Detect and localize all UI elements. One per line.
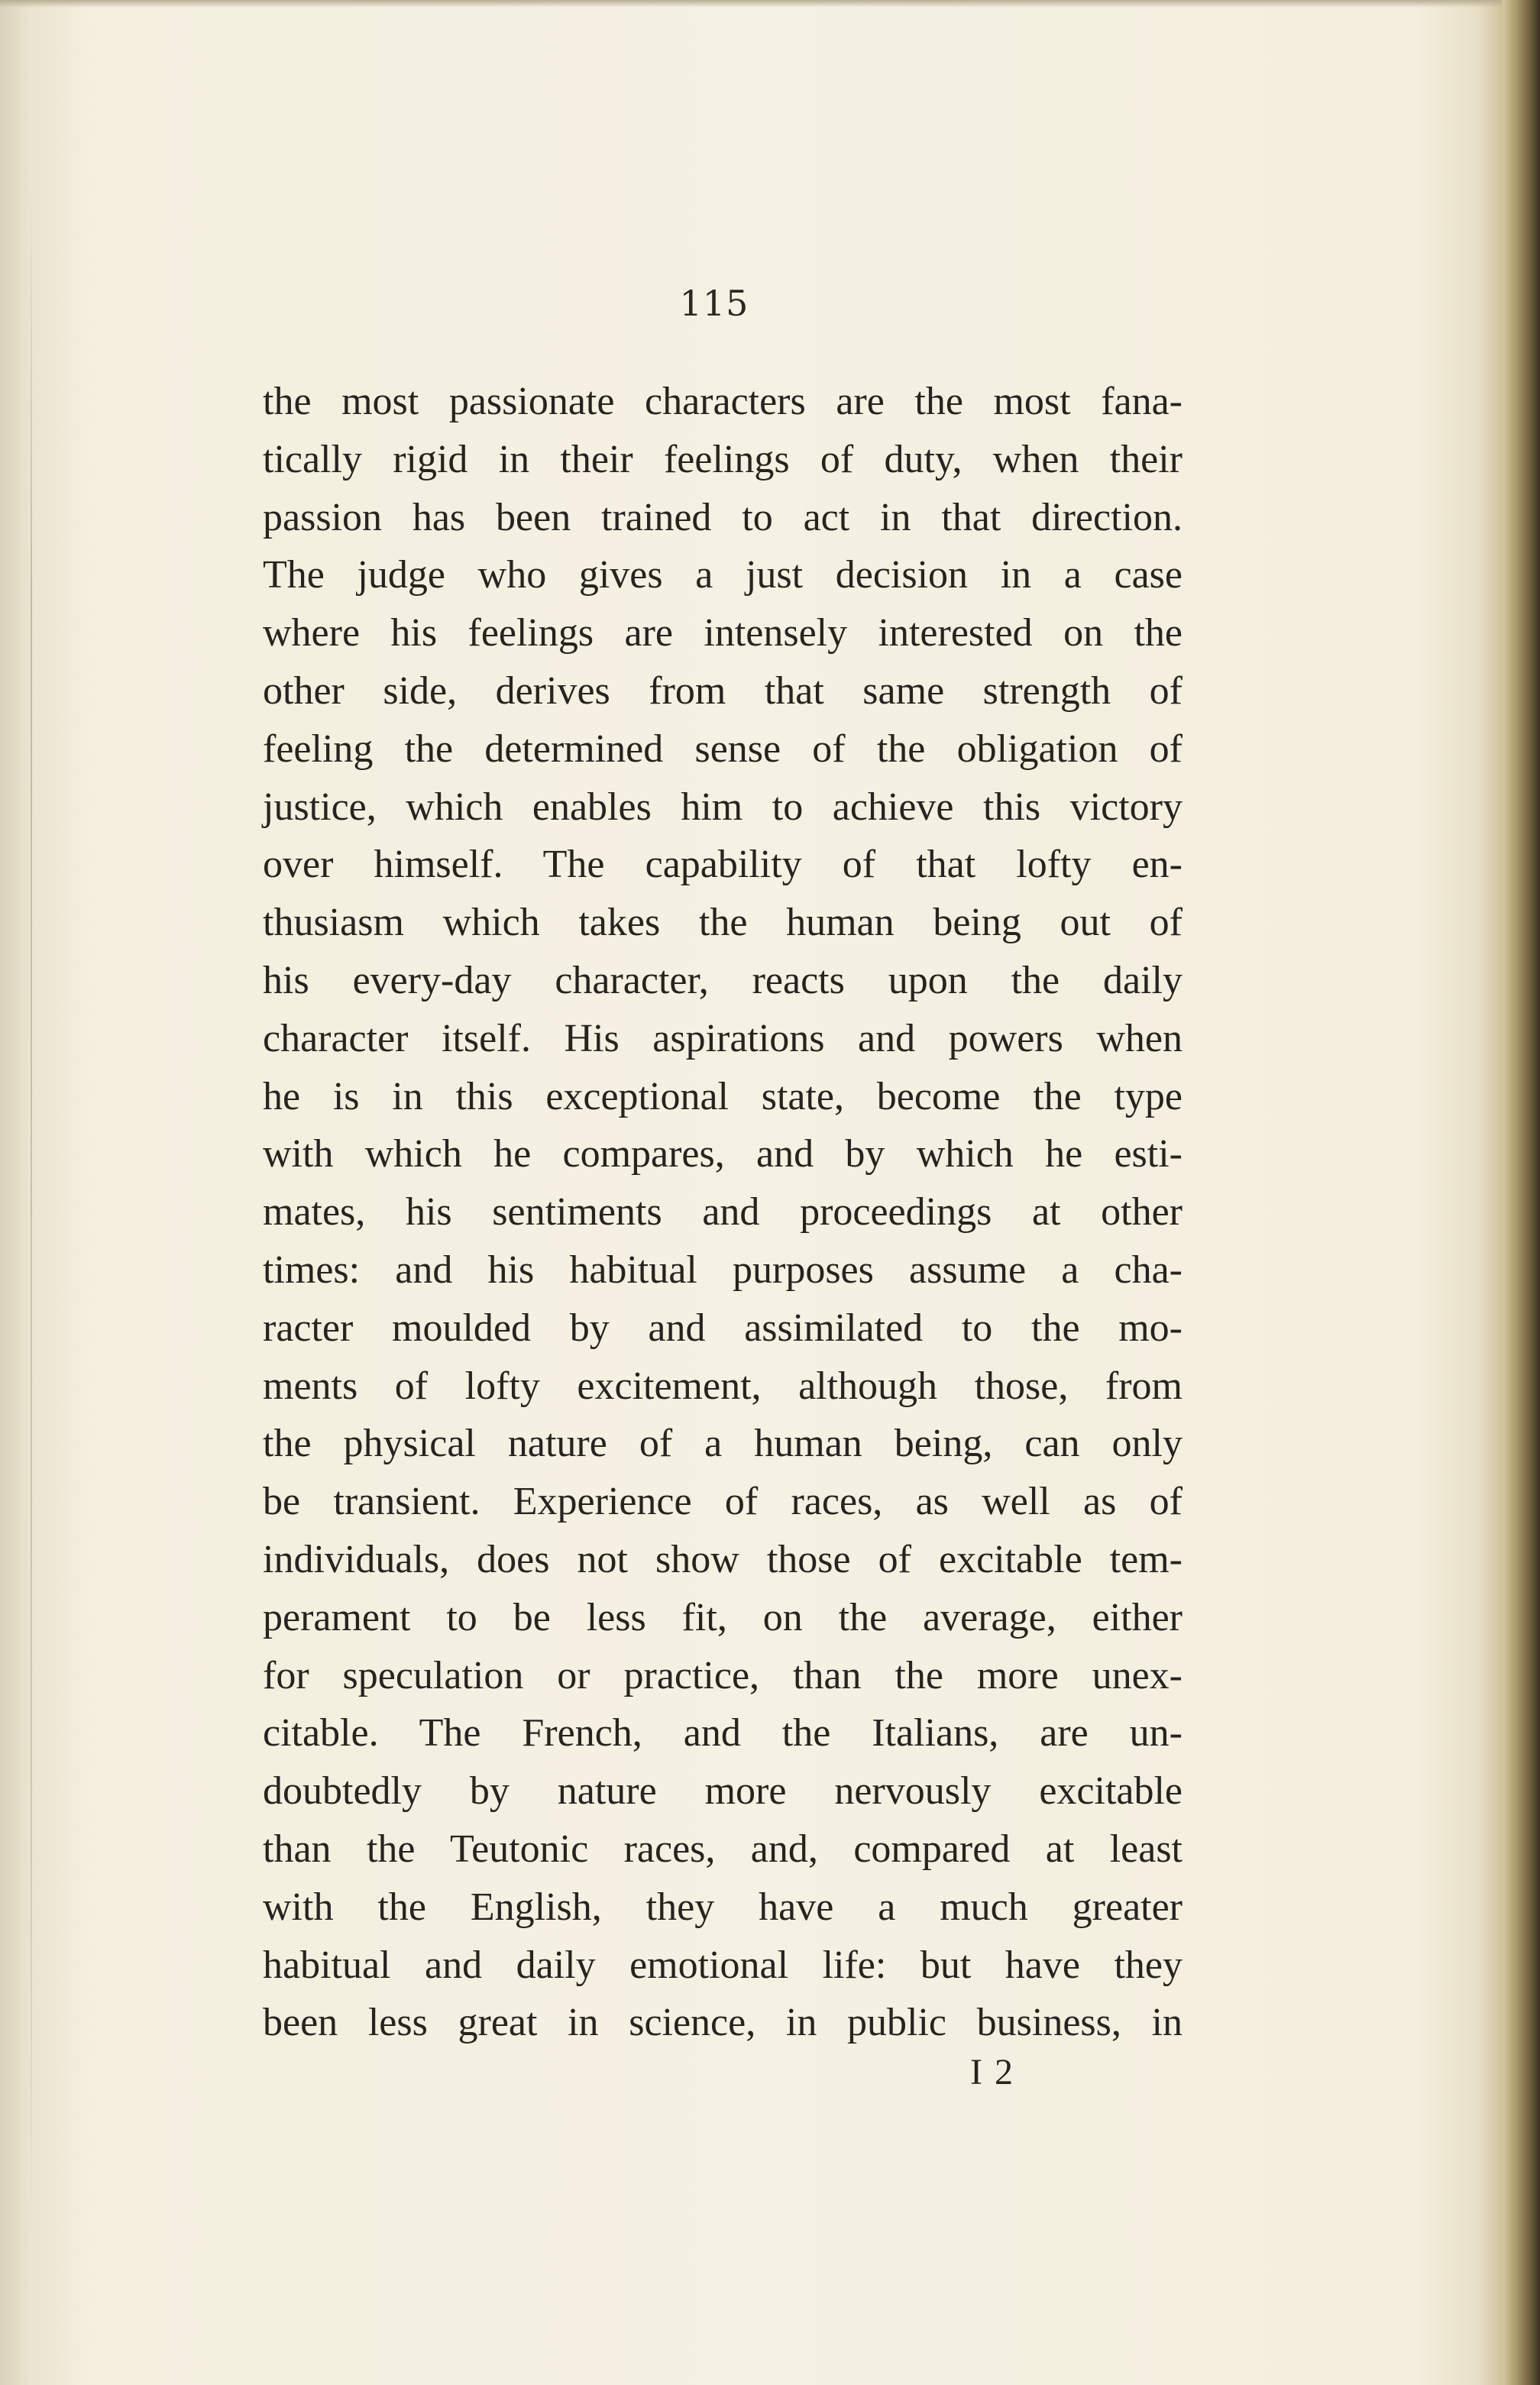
text-line: mates, his sentiments and proceedings at other [263,1190,1182,1235]
text-line: been less great in science, in public business, in [263,2001,1182,2045]
text-line: passion has been trained to act in that direction. [263,495,1182,539]
text-line: the most passionate characters are the most fana- [263,380,1182,423]
text-line: he is in this exceptional state, become the type [263,1074,1182,1118]
page-number: 115 [679,283,749,324]
text-line: be transient. Experience of races, as well as of [263,1480,1182,1524]
text-line: the physical nature of a human being, can only [263,1422,1182,1466]
text-line: ments of lofty excitement, although those, from [263,1364,1182,1408]
text-line: his every-day character, reacts upon the daily [263,958,1182,1002]
page-top-shadow [0,0,1540,8]
text-line: perament to be less fit, on the average, either [263,1595,1182,1639]
text-line: thusiasm which takes the human being out of [263,901,1182,945]
text-line: tically rigid in their feelings of duty, when their [263,437,1182,481]
text-line: than the Teutonic races, and, compared at least [263,1827,1182,1871]
text-line: racter moulded by and assimilated to the mo- [263,1306,1182,1350]
text-line: The judge who gives a just decision in a case [263,553,1182,597]
text-line: over himself. The capability of that lofty en- [263,843,1182,887]
text-line: justice, which enables him to achieve this victory [263,785,1182,829]
text-line: habitual and daily emotional life: but have they [263,1943,1182,1987]
body-text [263,373,1182,2052]
text-line: with the English, they have a much greater [263,1885,1182,1929]
signature-mark: I 2 [970,2052,1014,2092]
text-line: with which he compares, and by which he esti- [263,1132,1182,1176]
text-line: individuals, does not show those of excitable tem- [263,1537,1182,1581]
text-line: times: and his habitual purposes assume a cha- [263,1248,1182,1292]
page-left-margin-shading [0,0,53,2385]
text-line: citable. The French, and the Italians, are un- [263,1711,1182,1756]
text-line: where his feelings are intensely interested on the [263,611,1182,655]
text-line: other side, derives from that same strength of [263,668,1182,713]
text-line: doubtedly by nature more nervously excitable [263,1769,1182,1814]
page-right-edge [1502,0,1540,2385]
text-line: character itself. His aspirations and powers when [263,1016,1182,1060]
text-line: feeling the determined sense of the obligation of [263,727,1182,771]
gutter-line [31,183,32,2246]
text-line: for speculation or practice, than the more unex- [263,1653,1182,1697]
